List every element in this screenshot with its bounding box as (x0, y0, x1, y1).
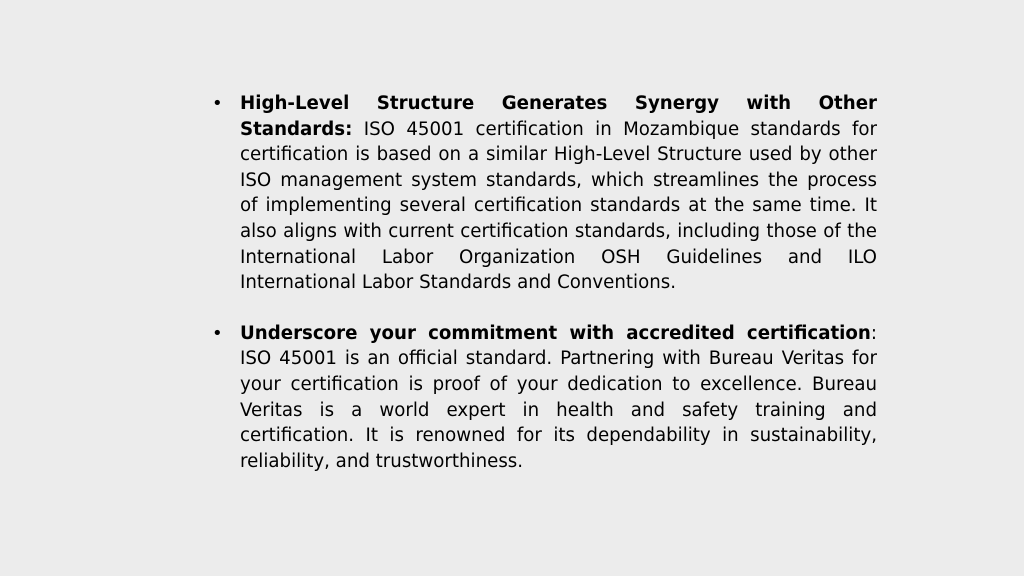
bullet-item-high-level-structure (212, 91, 877, 296)
bullet-marker-icon: • (212, 322, 223, 344)
bullet-title: Underscore your commitment with accredited certification (240, 322, 871, 344)
bullet-list (212, 91, 877, 499)
bullet-item-accredited-certification (212, 321, 877, 475)
bullet-marker-icon: • (212, 93, 223, 114)
bullet-title: High-Level Structure Generates Synergy with Other Standards: (240, 93, 877, 140)
bullet-body: : ISO 45001 is an official standard. Partnering with Bureau Veritas for your certification is proof of your dedication to excellence. Bureau Veritas is a world expert in health and safety training and certification. It is renowned for its dependability in sustainability, reliability, and trustworthiness. (240, 322, 877, 472)
bullet-body: ISO 45001 certification in Mozambique standards for certification is based on a similar High-Level Structure used by other ISO management system standards, which streamlines the process of implementing several certification standards at the same time. It also aligns with current certification standards, including those of the International Labor Organization OSH Guidelines and ILO International Labor Standards and Conventions. (240, 118, 877, 294)
